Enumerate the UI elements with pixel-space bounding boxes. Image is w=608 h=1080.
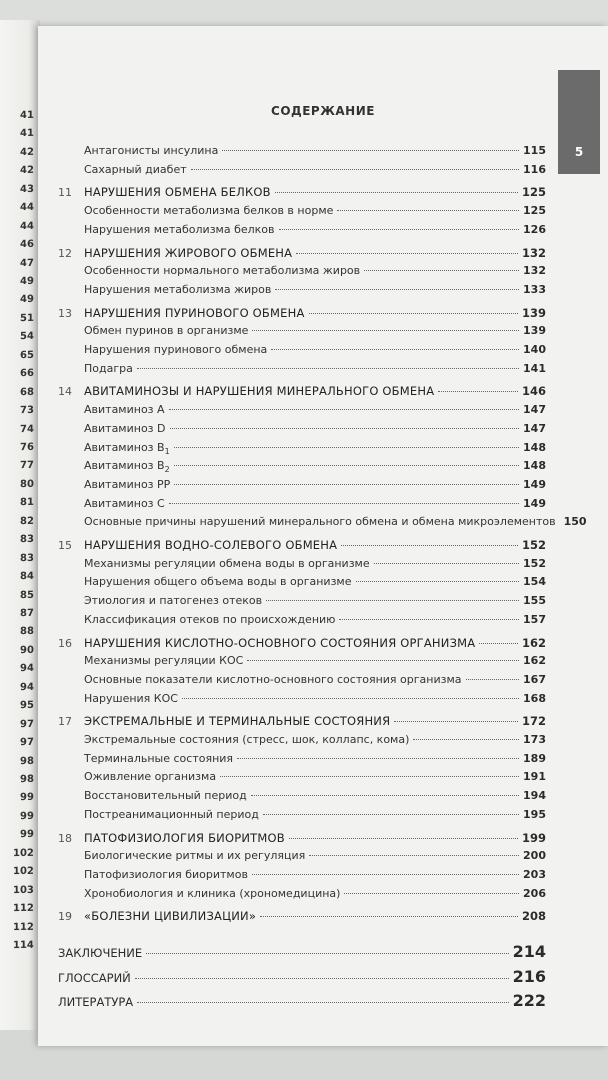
toc-page-number: 191 [523,770,546,784]
toc-entry-label [84,849,305,862]
toc-entry-label [84,575,352,588]
toc-entry-text: Нарушения КОС [84,691,178,705]
toc-subentry [84,849,546,862]
toc-entry-text: Особенности нормального метаболизма жиров [84,264,361,278]
chapter-number: 15 [58,539,72,552]
dot-leader [337,210,519,211]
toc-entry-subscript: 2 [164,465,170,475]
dot-leader [169,503,519,504]
toc-entry-text: Восстановительный период [84,789,247,803]
toc-page-number: 133 [523,282,546,296]
book-page [38,26,608,1046]
toc-entry-label [84,673,462,686]
left-page-number: 99 [20,792,34,804]
toc-page-number: 116 [523,162,546,176]
toc-page-number: 148 [523,459,546,473]
left-page-number: 42 [20,165,34,177]
dot-leader [394,721,518,722]
dot-leader [174,447,519,448]
toc-subentry [84,478,546,491]
left-page-number: 112 [13,921,34,933]
toc-entry-label [84,770,216,783]
dot-leader [146,953,508,954]
toc-page-number: 125 [521,185,546,200]
toc-page-number: 126 [523,222,546,236]
toc-subentry [84,557,546,570]
chapter-number: 19 [58,910,72,924]
toc-entry-text: Авитаминоз А [84,403,165,417]
toc-subentry [84,497,546,510]
toc-page-number: 157 [523,612,546,626]
toc-entry-text: Механизмы регуляции обмена воды в организме [84,556,370,570]
chapter-number: 14 [58,385,72,399]
toc-section [58,967,546,986]
dot-leader [296,253,518,254]
left-page-number: 83 [20,552,34,564]
left-page-number: 47 [20,257,34,269]
toc-page-number: 132 [523,264,546,278]
toc-entry-label [58,995,133,1009]
toc-subentry [84,613,546,626]
dot-leader [247,660,519,661]
toc-subentry [84,144,546,157]
toc-section [58,991,546,1010]
toc-entry-text: Нарушения пуринового обмена [84,343,268,356]
dot-leader [170,428,520,429]
toc-entry-text: НАРУШЕНИЯ ЖИРОВОГО ОБМЕНА [84,245,293,260]
left-page-number: 102 [13,847,34,859]
toc-entry-text: Особенности метаболизма белков в норме [84,204,334,218]
toc-page-number: 125 [523,204,546,218]
left-page-number: 97 [20,718,34,730]
toc-entry-label [84,594,262,607]
left-page-number: 68 [20,386,34,398]
toc-subentry [84,403,546,416]
left-page-number: 44 [20,220,34,232]
dot-leader [191,169,519,170]
dot-leader [182,698,519,699]
dot-leader [374,563,519,564]
toc-entry-label [84,636,475,650]
toc-entry-text: Авитаминоз B [84,440,165,454]
toc-page-number: 216 [512,966,546,986]
left-page-number: 97 [20,736,34,749]
toc-entry-label [84,283,271,296]
toc-chapter [58,185,546,199]
chapter-number: 18 [58,831,72,845]
previous-page-edge [0,20,40,1030]
toc-page-number: 203 [523,867,546,881]
table-of-contents [38,26,608,1046]
dot-leader [169,409,519,410]
toc-page-number: 152 [523,556,546,570]
toc-entry-label [84,343,267,356]
toc-entry-text: Нарушения метаболизма жиров [84,282,272,296]
toc-page-number: 140 [523,343,546,356]
dot-leader [174,484,519,485]
page-number: 5 [574,145,584,159]
left-page-number: 94 [20,663,34,675]
toc-entry-label [84,497,165,510]
toc-entry-label [84,246,292,260]
toc-page-number: 148 [523,440,546,454]
toc-entry-text: Основные показатели кислотно-основного состояния организма [84,672,462,686]
toc-page-number: 222 [512,991,546,1011]
left-page-number: 76 [20,441,34,454]
toc-entry-label [84,403,165,416]
toc-entry-label [58,971,131,985]
toc-entry-text: Авитаминоз D [84,421,166,435]
toc-page-number: 199 [521,830,546,845]
toc-chapter [58,246,546,260]
left-page-number: 42 [20,146,34,158]
toc-entry-label [84,613,335,626]
dot-leader [341,545,518,546]
toc-entry-text: НАРУШЕНИЯ ПУРИНОВОГО ОБМЕНА [84,305,305,320]
toc-entry-label [84,714,390,728]
toc-page-number: 141 [523,361,546,375]
toc-subentry [84,204,546,217]
left-page-number: 95 [20,700,34,712]
toc-entry-label [84,868,248,881]
dot-leader [222,150,519,151]
left-page-number: 83 [20,534,34,546]
toc-subentry [84,770,546,783]
toc-page-number: 139 [521,305,546,320]
toc-page-number: 208 [521,909,546,924]
toc-entry-label [84,223,275,236]
left-page-number: 103 [13,884,34,896]
dot-leader [271,349,519,350]
toc-subentry [84,575,546,588]
dot-leader [137,1002,508,1003]
toc-entry-label [84,557,370,570]
toc-entry-label [84,441,170,456]
toc-entry-label [84,204,333,217]
toc-page-number: 206 [523,886,546,900]
toc-page-number: 152 [521,538,546,552]
toc-entry-text: ЭКСТРЕМАЛЬНЫЕ И ТЕРМИНАЛЬНЫЕ СОСТОЯНИЯ [84,714,391,729]
dot-leader [466,679,520,680]
left-page-number: 49 [20,275,34,288]
toc-entry-text: НАРУШЕНИЯ ВОДНО-СОЛЕВОГО ОБМЕНА [84,538,338,552]
left-page-number: 80 [20,478,34,490]
toc-page-number: 200 [523,849,546,863]
toc-entry-text: ГЛОССАРИЙ [58,970,131,985]
toc-page-number: 139 [523,324,546,338]
toc-entry-text: Сахарный диабет [84,162,187,176]
toc-entry-label [84,515,556,528]
toc-entry-label [84,752,233,765]
toc-page-number: 172 [521,714,546,729]
toc-chapter [58,384,546,398]
chapter-number: 16 [58,636,72,650]
toc-page-number: 154 [523,575,546,589]
left-page-number: 44 [20,202,34,214]
toc-entry-label [84,144,218,157]
left-page-number: 99 [20,829,34,841]
dot-leader [479,643,518,644]
toc-page-number: 147 [523,403,546,417]
left-page-number: 114 [13,939,34,952]
toc-entry-text: Нарушения общего объема воды в организме [84,575,352,589]
toc-entry-text: «БОЛЕЗНИ ЦИВИЛИЗАЦИИ» [84,909,257,924]
toc-subentry [84,343,546,356]
toc-entry-text: Подагра [84,361,133,375]
left-page-number: 90 [20,644,34,656]
toc-page-number: 195 [523,807,546,821]
toc-page-number: 214 [512,942,546,961]
dot-leader [275,192,518,193]
toc-subentry [84,264,546,277]
dot-leader [237,758,519,759]
left-page-number: 99 [20,810,34,822]
toc-entry-label [84,538,337,552]
dot-leader [220,776,519,777]
dot-leader [413,739,519,740]
toc-section [58,942,546,961]
toc-page-number: 149 [523,477,546,491]
toc-page-number: 162 [523,654,546,668]
toc-entry-text: Этиология и патогенез отеков [84,594,263,608]
toc-page-number: 149 [523,496,546,510]
left-page-number: 81 [20,497,34,509]
toc-subentry [84,654,546,667]
toc-subentry [84,422,546,435]
dot-leader [252,874,519,875]
toc-page-number: 155 [523,594,546,608]
chapter-number: 11 [58,186,72,200]
left-page-number: 74 [20,423,34,435]
toc-subentry [84,808,546,821]
left-page-number: 54 [20,331,34,343]
dot-leader [279,229,520,230]
toc-entry-label [84,422,166,435]
toc-page-number: 173 [523,733,546,746]
toc-entry-text: Механизмы регуляции КОС [84,654,244,668]
left-page-number: 49 [20,294,34,306]
toc-entry-label [84,654,243,667]
toc-chapter [58,831,546,845]
toc-page-number: 194 [523,789,546,803]
toc-entry-label [84,306,305,320]
toc-entry-text: Авитаминоз B [84,459,165,473]
left-page-number: 41 [20,109,34,122]
left-page-number: 73 [20,404,34,417]
left-page-number: 65 [20,349,34,361]
dot-leader [438,391,518,392]
toc-subentry [84,733,546,746]
toc-entry-label [84,185,271,199]
chapter-number: 12 [58,246,72,260]
dot-leader [135,978,509,979]
toc-page-number: 167 [523,672,546,686]
left-page-number: 98 [20,755,34,767]
dot-leader [275,289,519,290]
toc-entry-label [84,478,170,491]
dot-leader [266,600,519,601]
chapter-number: 13 [58,306,72,320]
toc-entry-text: Биологические ритмы и их регуляция [84,849,306,863]
toc-entry-label [84,163,187,176]
toc-page-number: 132 [521,245,546,260]
toc-entry-text: Основные причины нарушений минерального обмена и обмена микроэлементов [84,515,556,529]
toc-subentry [84,789,546,802]
dot-leader [174,465,519,466]
chapter-number: 17 [58,715,72,729]
toc-entry-text: Авитаминоз PP [84,477,171,491]
toc-entry-text: АВИТАМИНОЗЫ И НАРУШЕНИЯ МИНЕРАЛЬНОГО ОБМЕНА [84,384,435,399]
dot-leader [339,619,519,620]
dot-leader [309,855,519,856]
left-page-number: 46 [20,238,34,251]
toc-chapter [58,714,546,728]
left-page-number: 51 [20,312,34,324]
toc-page-number: 162 [521,635,546,650]
toc-entry-subscript: 1 [164,446,170,456]
toc-entry-label [84,789,247,802]
left-page-number: 82 [20,515,34,527]
toc-entry-text: НАРУШЕНИЯ ОБМЕНА БЕЛКОВ [84,185,271,200]
toc-entry-text: Авитаминоз C [84,496,165,510]
toc-entry-text: Оживление организма [84,770,217,784]
toc-entry-text: Постреанимационный период [84,807,259,821]
left-page-number: 87 [20,607,34,620]
dot-leader [356,581,520,582]
toc-entry-label [84,887,340,900]
dot-leader [309,313,518,314]
left-page-number: 88 [20,626,34,638]
left-page-number: 102 [13,866,34,878]
toc-page-number: 146 [521,384,546,399]
toc-entry-label [84,459,170,474]
toc-chapter [58,306,546,320]
toc-chapter [58,538,546,552]
toc-entry-text: Антагонисты инсулина [84,144,219,157]
toc-entry-label [84,808,259,821]
dot-leader [344,893,519,894]
left-page-number: 94 [20,681,34,693]
toc-page-number: 189 [523,751,546,765]
toc-entry-label [84,831,285,845]
toc-subentry [84,362,546,375]
left-page-number: 84 [20,570,34,583]
toc-page-number: 150 [563,515,587,529]
toc-entry-label [84,324,248,337]
toc-entry-text: Экстремальные состояния (стресс, шок, коллапс, кома) [84,733,410,746]
left-page-number: 98 [20,773,34,786]
dot-leader [263,814,519,815]
toc-chapter [58,909,546,923]
left-page-number: 43 [20,183,34,195]
left-page-number: 112 [13,902,34,915]
toc-entry-text: Нарушения метаболизма белков [84,222,275,236]
dot-leader [289,838,518,839]
page-title: СОДЕРЖАНИЕ [271,104,375,118]
left-page-number: 41 [20,128,34,140]
dot-leader [251,795,519,796]
toc-subentry [84,673,546,686]
toc-entry-text: Классификация отеков по происхождению [84,612,336,626]
left-page-number: 85 [20,589,34,601]
toc-subentry [84,692,546,705]
toc-subentry [84,459,546,474]
toc-entry-label [84,692,178,705]
toc-page-number: 147 [523,421,546,435]
left-page-number: 66 [20,368,34,380]
toc-subentry [84,868,546,881]
toc-subentry [84,324,546,337]
toc-entry-label [84,909,256,923]
left-page-number: 77 [20,460,34,472]
toc-subentry [84,887,546,900]
toc-subentry [84,283,546,296]
toc-subentry [84,223,546,236]
toc-subentry [84,441,546,456]
toc-entry-label [58,946,142,960]
toc-entry-text: Терминальные состояния [84,751,234,765]
toc-entry-text: Хронобиология и клиника (хрономедицина) [84,886,341,900]
toc-page-number: 115 [523,144,546,157]
toc-entry-label [84,384,434,398]
toc-subentry [84,752,546,765]
toc-entry-text: Обмен пуринов в организме [84,324,249,338]
toc-entry-label [84,264,360,277]
toc-entry-text: ПАТОФИЗИОЛОГИЯ БИОРИТМОВ [84,830,285,845]
toc-entry-text: ЗАКЛЮЧЕНИЕ [58,946,143,960]
toc-page-number: 168 [523,691,546,705]
toc-chapter [58,636,546,650]
toc-entry-text: ЛИТЕРАТУРА [58,995,134,1010]
toc-entry-label [84,362,133,375]
dot-leader [137,368,519,369]
toc-entry-text: Патофизиология биоритмов [84,867,248,881]
toc-subentry [84,515,587,529]
dot-leader [364,270,519,271]
toc-entry-text: НАРУШЕНИЯ КИСЛОТНО-ОСНОВНОГО СОСТОЯНИЯ ОРГАНИЗМА [84,635,476,650]
toc-subentry [84,163,546,176]
toc-entry-label [84,733,409,746]
toc-subentry [84,594,546,607]
dot-leader [252,330,519,331]
dot-leader [260,916,518,917]
